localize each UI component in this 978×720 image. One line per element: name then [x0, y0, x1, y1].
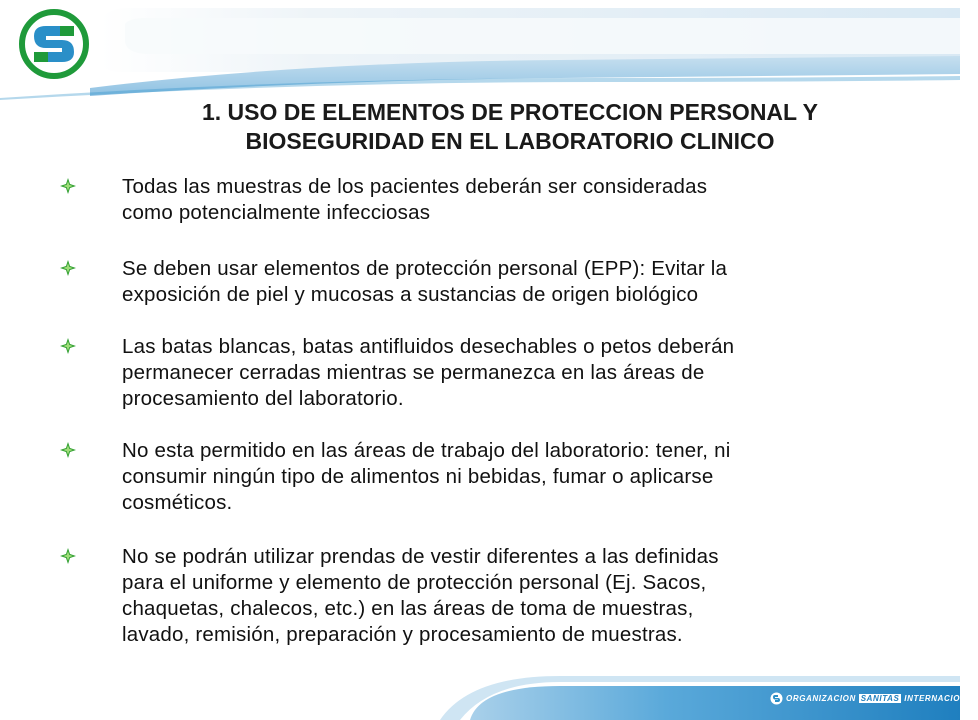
bullet-line: para el uniforme y elemento de protección personal (Ej. Sacos,: [122, 571, 707, 594]
bullet-line: No se podrán utilizar prendas de vestir diferentes a las definidas: [122, 545, 719, 568]
header-decoration: [0, 0, 960, 100]
bullet-line: como potencialmente infecciosas: [122, 201, 431, 224]
bullet-line: consumir ningún tipo de alimentos ni bebidas, fumar o aplicarse: [122, 465, 714, 488]
bullet-line: chaquetas, chalecos, etc.) en las áreas de toma de muestras,: [122, 597, 694, 620]
diamond-bullet-icon: [60, 442, 76, 458]
footer-org-highlight: SANITAS: [860, 694, 900, 703]
bullet-text: [122, 256, 872, 308]
bullet-text: [122, 334, 872, 412]
bullet-line: procesamiento del laboratorio.: [122, 387, 404, 410]
bullet-line: Se deben usar elementos de protección personal (EPP): Evitar la: [122, 257, 728, 280]
sanitas-logo-icon: [770, 692, 783, 705]
diamond-bullet-icon: [60, 338, 76, 354]
footer-org-prefix: ORGANIZACION: [786, 694, 856, 703]
diamond-bullet-icon: [60, 178, 76, 194]
sanitas-logo-icon: [20, 10, 88, 78]
bullet-text: [122, 544, 872, 648]
bullet-line: exposición de piel y mucosas a sustancias de origen biológico: [122, 283, 699, 306]
bullet-line: No esta permitido en las áreas de trabajo del laboratorio: tener, ni: [122, 439, 731, 462]
diamond-bullet-icon: [60, 548, 76, 564]
bullet-line: cosméticos.: [122, 491, 233, 514]
bullet-text: [122, 438, 872, 516]
bullet-line: Todas las muestras de los pacientes deberán ser consideradas: [122, 175, 708, 198]
footer-org-name: [786, 694, 978, 703]
bullet-line: permanecer cerradas mientras se permanezca en las áreas de: [122, 361, 705, 384]
title-line: 1. USO DE ELEMENTOS DE PROTECCION PERSONAL Y: [201, 99, 818, 125]
bullet-line: Las batas blancas, batas antifluidos desechables o petos deberán: [122, 335, 735, 358]
bullet-line: lavado, remisión, preparación y procesamiento de muestras.: [122, 623, 683, 646]
title-line: BIOSEGURIDAD EN EL LABORATORIO CLINICO: [245, 128, 775, 154]
footer-org-suffix: INTERNACIONAL: [904, 694, 978, 703]
diamond-bullet-icon: [60, 260, 76, 276]
slide-title: [130, 98, 890, 156]
bullet-text: [122, 174, 872, 226]
